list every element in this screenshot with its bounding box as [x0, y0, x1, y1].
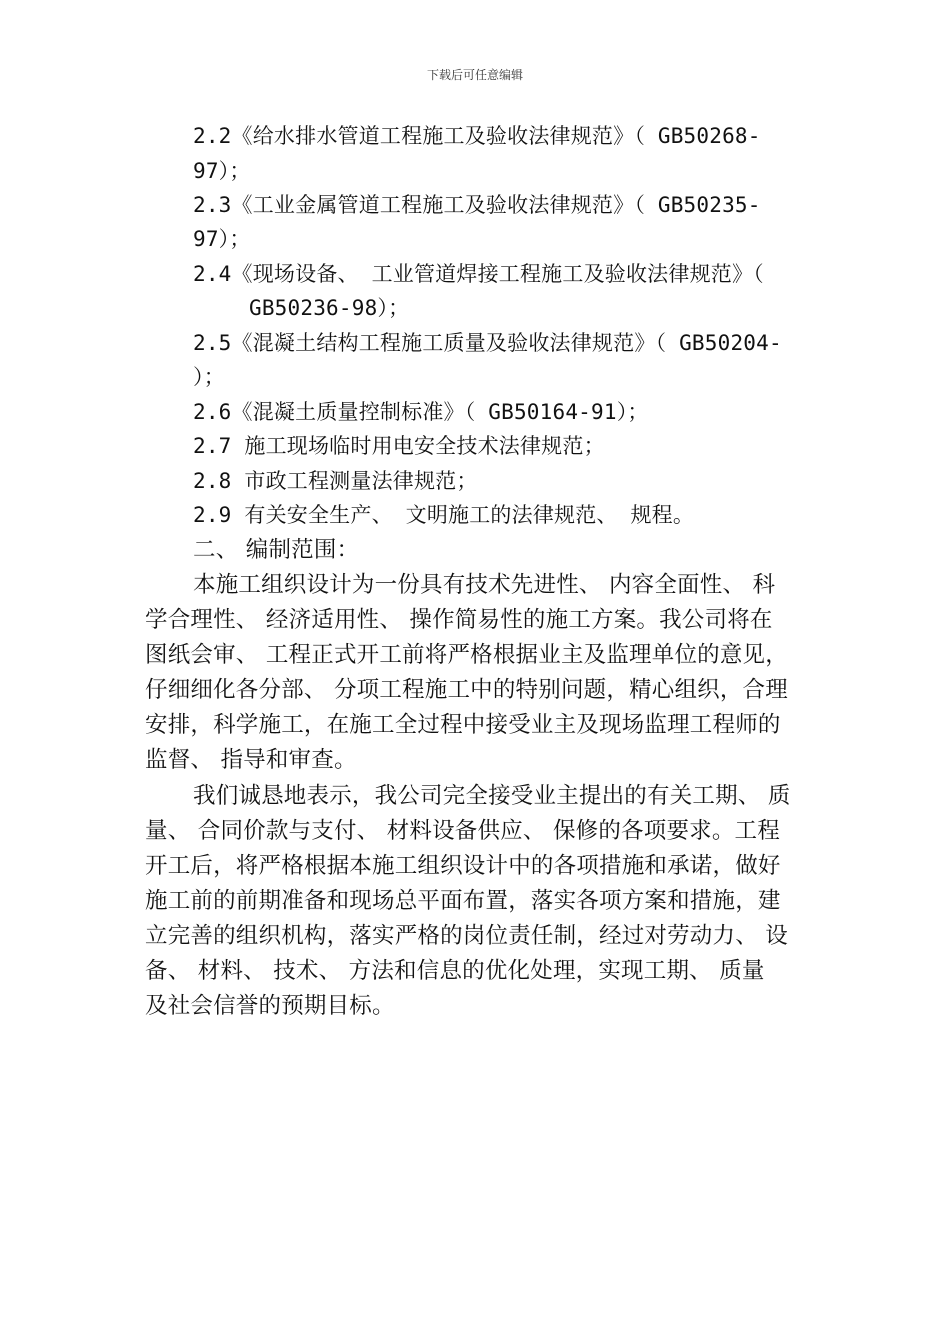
- paragraph-line: 施工前的前期准备和现场总平面布置，落实各项方案和措施，建: [145, 888, 781, 914]
- reference-item: 2.8 市政工程测量法律规范；: [193, 469, 478, 493]
- reference-item: 2.3《工业金属管道工程施工及验收法律规范》（ GB50235-: [193, 193, 761, 217]
- reference-item: 97）；: [193, 159, 251, 183]
- paragraph-line: 量、 合同价款与支付、 材料设备供应、 保修的各项要求。工程: [145, 818, 780, 844]
- paragraph-line: 学合理性、 经济适用性、 操作简易性的施工方案。我公司将在: [145, 607, 773, 633]
- reference-item: 2.2《给水排水管道工程施工及验收法律规范》（ GB50268-: [193, 124, 761, 148]
- paragraph-line: 开工后，将严格根据本施工组织设计中的各项措施和承诺，做好: [145, 853, 781, 879]
- reference-item: 2.9 有关安全生产、 文明施工的法律规范、 规程。: [193, 503, 695, 527]
- reference-item: 2.4《现场设备、 工业管道焊接工程施工及验收法律规范》（: [193, 262, 764, 286]
- paragraph-line: 我们诚恳地表示，我公司完全接受业主提出的有关工期、 质: [193, 783, 791, 809]
- paragraph-line: 及社会信誉的预期目标。: [145, 993, 395, 1019]
- paragraph-line: 备、 材料、 技术、 方法和信息的优化处理，实现工期、 质量: [145, 958, 765, 984]
- reference-item: 2.6《混凝土质量控制标准》（ GB50164-91）；: [193, 400, 649, 424]
- reference-item: 2.5《混凝土结构工程施工质量及验收法律规范》（ GB50204-: [193, 331, 782, 355]
- paragraph-line: 监督、 指导和审查。: [145, 747, 357, 773]
- paragraph-line: 仔细细化各分部、 分项工程施工中的特别问题，精心组织，合理: [145, 677, 788, 703]
- reference-item: ）；: [193, 365, 225, 389]
- reference-item: 2.7 施工现场临时用电安全技术法律规范；: [193, 434, 605, 458]
- page-header: 下载后可任意编辑: [426, 68, 523, 82]
- paragraph-line: 图纸会审、 工程正式开工前将严格根据业主及监理单位的意见，: [145, 642, 788, 668]
- paragraph-line: 立完善的组织机构，落实严格的岗位责任制，经过对劳动力、 设: [145, 923, 788, 949]
- paragraph-line: 安排，科学施工，在施工全过程中接受业主及现场监理工程师的: [145, 712, 781, 738]
- reference-item: 97）；: [193, 227, 251, 251]
- paragraph-line: 本施工组织设计为一份具有技术先进性、 内容全面性、 科: [193, 572, 776, 598]
- reference-item: GB50236-98）；: [249, 296, 410, 320]
- section-heading: 二、 编制范围：: [193, 537, 360, 563]
